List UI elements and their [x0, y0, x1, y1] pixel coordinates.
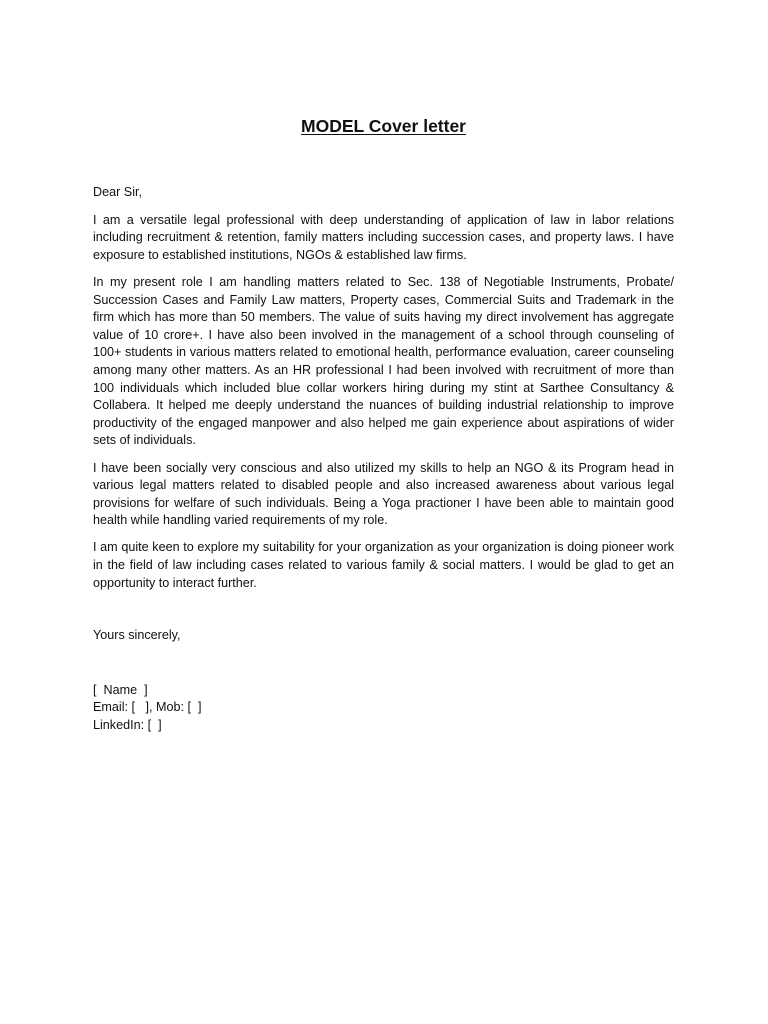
- signature-block: [93, 682, 674, 735]
- signature-name: [ Name ]: [93, 682, 148, 697]
- signature-linkedin: LinkedIn: [ ]: [93, 718, 162, 733]
- paragraph-social: I have been socially very conscious and also utilized my skills to help an NGO & its Program head in various legal matters related to disabled people and also increased awareness about various legal provisions for welfare of such individuals. Being a Yoga practioner I have been able to maintain good health while handling varied requirements of my role.: [93, 460, 674, 528]
- letter-page: [93, 0, 674, 1024]
- letter-body: [93, 184, 674, 735]
- salutation: Dear Sir,: [93, 185, 142, 199]
- document-title: MODEL Cover letter: [301, 116, 466, 136]
- closing-line: Yours sincerely,: [93, 628, 181, 643]
- signature-contact: Email: [ ], Mob: [ ]: [93, 700, 202, 715]
- paragraph-intro: I am a versatile legal professional with deep understanding of application of law in labor relations including recruitment & retention, family matters including succession cases, and property laws. I have exposure to established institutions, NGOs & established law firms.: [93, 212, 674, 262]
- paragraph-present-role: In my present role I am handling matters related to Sec. 138 of Negotiable Instruments, Probate/ Succession Cases and Family Law matters, Property cases, Commercial Suits and Trademark in the firm which has more than 50 members. The value of suits having my direct involvement has aggregate value of 10 crore+. I have also been involved in the management of a school through counseling of 100+ students in various matters related to emotional health, performance evaluation, career counseling among many other matters. As an HR professional I had been involved with recruitment of more than 100 individuals which included blue collar workers hiring during my stint at Sarthee Consultancy & Collabera. It helped me deeply understand the nuances of building industrial relationship to improve productivity of the engaged manpower and also helped me gain experience about aspirations of wider sets of individuals.: [93, 274, 674, 448]
- paragraph-closing-interest: I am quite keen to explore my suitability for your organization as your organization is doing pioneer work in the field of law including cases related to various family & social matters. I would be glad to get an opportunity to interact further.: [93, 540, 674, 590]
